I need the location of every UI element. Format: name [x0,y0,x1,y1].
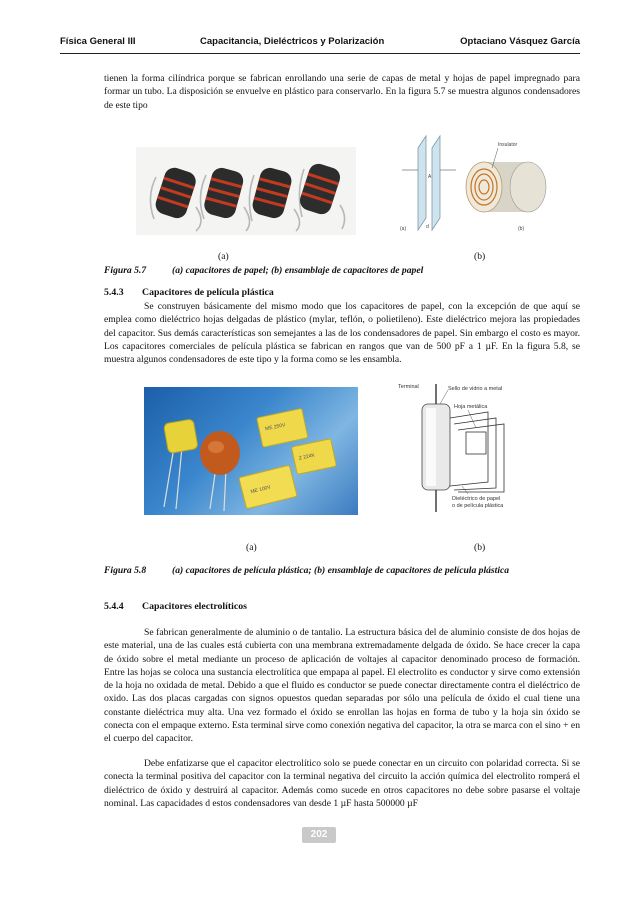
film-cap-marking-2: ME 100V [250,484,272,496]
assembly-terminal-label: Terminal [398,384,419,390]
section-543-heading [104,287,274,298]
fig58-caption-text: (a) capacitores de película plástica; (b) ensamblaje de capacitores de película plástica [172,565,510,576]
electroliticos-paragraph-1: Se fabrican generalmente de aluminio o de tantalio. La estructura básica del de aluminio consiste de dos hojas de este material, una de las cuales está cubierta con una membrana extremadamente delgada de óxido. Se hace crecer la capa de óxido sobre el metal mediante un proceso de aplicación de voltajes al capacitor denominado proceso de formación. Entre las hojas se coloca una sustancia electrolítica que empapa al papel. El electrolito es conductor y sirve como extensión de la hoja no oxidada de metal. Debido a que el fluido es conductor se puede conectar directamente contra el dieléctrico de oxido. Las dos placas cargadas con signos opuestos quedan separadas por sólo una película de óxido el cual tiene una constante dieléctrica muy alta. Una vez formado el óxido se enrollan las hojas en forma de tubo y la hoja sin óxido se conecta con el empaque externo. Esta terminal sirve como conexión negativa del capacitor, la otra se marca con el sino + en el cuerpo del capacitor. [104,627,580,745]
intro-paragraph: tienen la forma cilíndrica porque se fabrican enrollando una serie de capas de metal y hojas de papel impregnado para formar un tubo. La disposición se envuelve en plástico para conservarlo. En la figura 5.7 se muestra algunos condensadores de este tipo [104,73,580,111]
section-543-title: Capacitores de película plástica [142,287,274,298]
diagram-A-label: A [428,174,432,180]
diagram-insulator-label: Insulator [498,142,518,148]
fig57-caption-text: (a) capacitores de papel; (b) ensamblaje de capacitores de papel [172,265,424,276]
fig57-label-a: (a) [218,251,229,262]
header-right: Optaciano Vásquez García [460,36,580,47]
fig57-caption-label: Figura 5.7 [104,265,147,276]
fig58-caption [104,565,509,576]
section-544-number: 5.4.4 [104,601,124,612]
fig58-label-a: (a) [246,542,257,553]
film-capacitor-assembly-diagram [396,378,546,518]
assembly-dielectrico-label-2: o de película plástica [452,503,504,509]
header-left: Física General III [60,36,136,47]
fig58-label-b: (b) [474,542,486,553]
header-rule [60,53,580,54]
assembly-hoja-label: Hoja metálica [454,404,488,410]
assembly-sello-label: Sello de vidrio a metal [448,386,503,392]
assembly-dielectrico-label-1: Dieléctrico de papel [452,496,501,502]
pelicula-paragraph: Se construyen básicamente del mismo modo que los capacitores de papel, con la excepción de que aquí se emplea como dieléctrico hojas delgadas de plástico (mylar, teflón, o polietileno). Este dieléctrico mejora las propiedades del capacitor. Sus demás características son semejantes a las de los condensadores de papel. Sin embargo el costo es mayor. Los capacitores comerciales de película plástica se fabrican en rangos que van de 500 pF a 1 µF. En la figura 5.8, se muestra algunos condensadores de este tipo y la forma como se les ensambla. [104,301,580,366]
section-544-heading [104,601,247,612]
header-center: Capacitancia, Dieléctricos y Polarización [200,36,385,47]
diagram-b-small: (b) [518,226,525,232]
electroliticos-paragraph-2: Debe enfatizarse que el capacitor electrolítico solo se puede conectar en un circuito con polaridad correcta. Si se conecta la terminal positiva del capacitor con la terminal negativa del circuito la acción química del electrolito romperá el dieléctrico de óxido y destruirá al capacitor. Además como sucede en otros capacitores no debe sobre pasarse el voltaje nominal. Las capacidades d estos condensadores van desde 1 µF hasta 500000 µF [104,758,580,809]
fig57-label-b: (b) [474,251,486,262]
fig57-caption [104,265,423,276]
page-number: 202 [302,827,336,843]
film-cap-marking-3: Z 224K [298,452,316,462]
film-capacitors-photo [144,387,358,515]
paper-capacitors-photo [136,147,356,235]
paper-capacitor-diagram [398,126,548,238]
fig58-caption-label: Figura 5.8 [104,565,147,576]
diagram-d-label: d [426,224,429,230]
section-543-number: 5.4.3 [104,287,124,298]
page-header [60,36,580,50]
diagram-a-small: (a) [400,226,407,232]
section-544-title: Capacitores electrolíticos [142,601,247,612]
film-cap-marking-1: ME 250V [264,422,287,433]
